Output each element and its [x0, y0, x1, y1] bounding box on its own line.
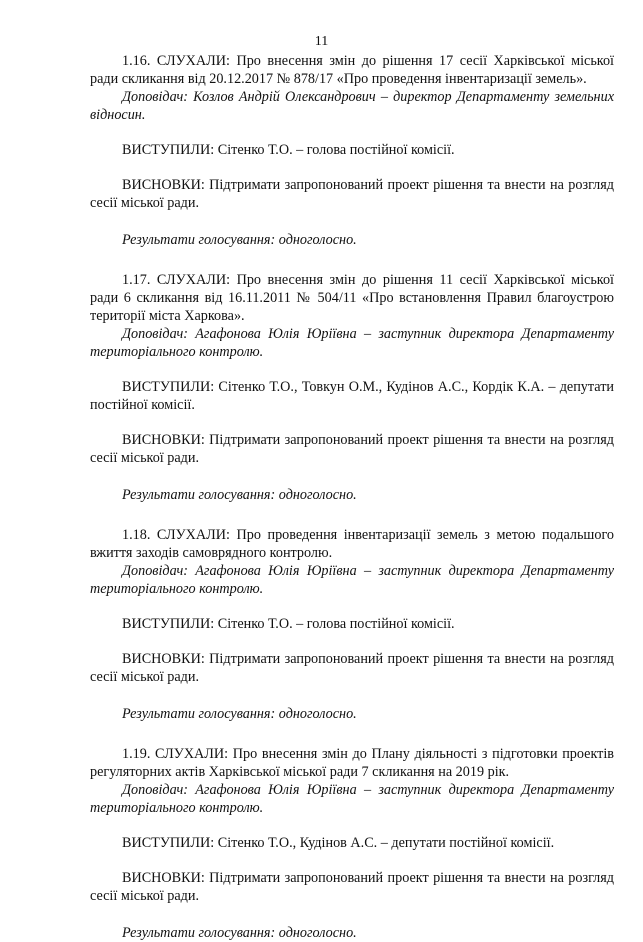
vote-result: Результати голосування: одноголосно.	[122, 706, 357, 722]
agenda-item-1-18	[90, 526, 614, 723]
speakers-paragraph: ВИСТУПИЛИ: Сітенко Т.О., Кудінов А.С. – депутати постійної комісії.	[122, 835, 555, 851]
vote-result: Результати голосування: одноголосно.	[122, 925, 357, 941]
reporter-paragraph: Доповідач: Козлов Андрій Олександрович – директор Департаменту земельних відносин.	[90, 89, 614, 123]
agenda-item-1-17	[90, 271, 614, 504]
reporter-paragraph: Доповідач: Агафонова Юлія Юріївна – заступник директора Департаменту територіального контролю.	[90, 326, 614, 360]
minutes-content	[90, 52, 614, 942]
reporter-paragraph: Доповідач: Агафонова Юлія Юріївна – заступник директора Департаменту територіального контролю.	[90, 563, 614, 597]
vote-result: Результати голосування: одноголосно.	[122, 487, 357, 503]
speakers-paragraph: ВИСТУПИЛИ: Сітенко Т.О. – голова постійної комісії.	[122, 142, 455, 158]
vote-result: Результати голосування: одноголосно.	[122, 232, 357, 248]
listen-paragraph: 1.16. СЛУХАЛИ: Про внесення змін до рішення 17 сесії Харківської міської ради скликання від 20.12.2017 № 878/17 «Про проведення інвентаризації земель».	[90, 53, 614, 87]
agenda-item-1-16	[90, 52, 614, 249]
speakers-paragraph: ВИСТУПИЛИ: Сітенко Т.О., Товкун О.М., Кудінов А.С., Кордік К.А. – депутати постійної комісії.	[90, 379, 614, 413]
conclusion-paragraph: ВИСНОВКИ: Підтримати запропонований проект рішення та внести на розгляд сесії міської ради.	[90, 651, 614, 685]
speakers-paragraph: ВИСТУПИЛИ: Сітенко Т.О. – голова постійної комісії.	[122, 616, 455, 632]
listen-paragraph: 1.18. СЛУХАЛИ: Про проведення інвентаризації земель з метою подальшого вжиття заходів самоврядного контролю.	[90, 527, 614, 561]
page-number: 11	[314, 34, 329, 49]
listen-paragraph: 1.19. СЛУХАЛИ: Про внесення змін до Плану діяльності з підготовки проектів регуляторних актів Харківської міської ради 7 скликання на 2019 рік.	[90, 746, 614, 780]
conclusion-paragraph: ВИСНОВКИ: Підтримати запропонований проект рішення та внести на розгляд сесії міської ради.	[90, 177, 614, 211]
conclusion-paragraph: ВИСНОВКИ: Підтримати запропонований проект рішення та внести на розгляд сесії міської ради.	[90, 432, 614, 466]
reporter-paragraph: Доповідач: Агафонова Юлія Юріївна – заступник директора Департаменту територіального контролю.	[90, 782, 614, 816]
agenda-item-1-19	[90, 745, 614, 942]
conclusion-paragraph: ВИСНОВКИ: Підтримати запропонований проект рішення та внести на розгляд сесії міської ради.	[90, 870, 614, 904]
listen-paragraph: 1.17. СЛУХАЛИ: Про внесення змін до рішення 11 сесії Харківської міської ради 6 скликання від 16.11.2011 № 504/11 «Про встановлення Правил благоустрою території міста Харкова».	[90, 272, 614, 324]
